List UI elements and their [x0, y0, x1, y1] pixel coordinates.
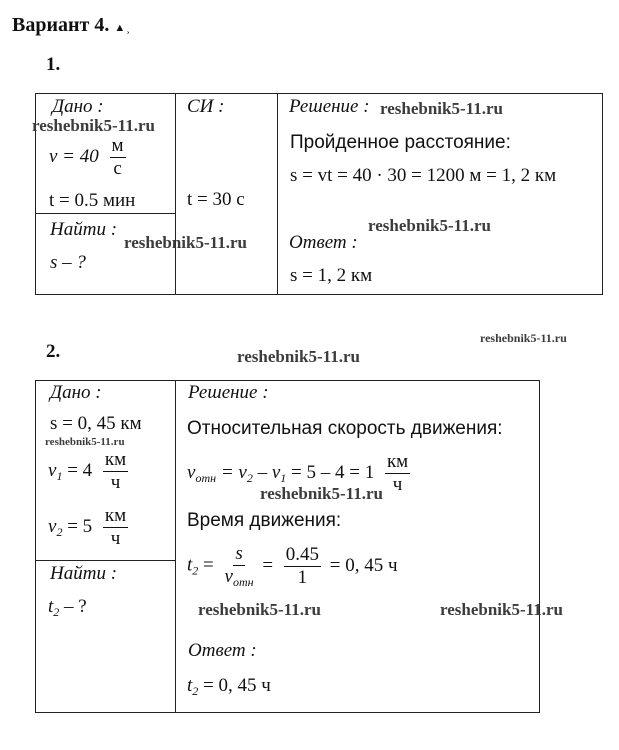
v1-sub: 1 [56, 468, 63, 483]
problem1-solution-label: Решение : [289, 96, 370, 117]
page-title [12, 14, 128, 37]
answer-sub: 2 [192, 684, 199, 698]
den-var: v [224, 565, 233, 587]
problem1-number: 1. [46, 54, 61, 75]
fraction-denominator [225, 566, 254, 589]
t2-fraction-2 [284, 545, 321, 588]
problem2-v1 [48, 450, 128, 493]
fraction-numerator: s [235, 543, 243, 564]
problem1-velocity-unit [110, 136, 126, 179]
unit-denominator: ч [110, 471, 121, 493]
problem1-find-label: Найти : [50, 219, 118, 240]
watermark: reshebnik5-11.ru [260, 484, 383, 503]
t2-eq: = [198, 554, 214, 576]
v2-var: v [48, 515, 57, 537]
fraction-numerator: 0.45 [285, 543, 320, 565]
vrel-unit [385, 452, 410, 495]
unit-denominator: ч [110, 527, 121, 549]
problem1-answer-label: Ответ : [289, 232, 358, 253]
problem2-answer-value [187, 675, 271, 699]
problem1-solution-text: Пройденное расстояние: [290, 132, 511, 153]
den-sub: отн [232, 574, 254, 589]
v1-unit [103, 450, 128, 493]
vrel-var: v [187, 461, 196, 483]
problem1-si-label: СИ : [187, 96, 225, 117]
t2-sub: 2 [192, 563, 199, 578]
watermark: reshebnik5-11.ru [440, 600, 563, 619]
vrel-minus: – v [252, 461, 281, 483]
vrel-sub: отн [195, 470, 217, 485]
t2-var: t [187, 554, 193, 576]
watermark: reshebnik5-11.ru [380, 99, 503, 118]
problem2-distance-given: s = 0, 45 км [50, 413, 142, 434]
v1-var: v [48, 459, 57, 481]
vrel-sub1: 1 [280, 470, 287, 485]
vrel-rhs: = 5 – 4 = 1 [286, 461, 375, 483]
problem1-divider-given-si [175, 93, 176, 295]
unit-numerator: м [111, 135, 124, 156]
problem1-velocity [49, 136, 126, 179]
t2-eq2: = [262, 554, 274, 576]
problem1-answer-value: s = 1, 2 км [290, 265, 373, 286]
v2-unit [103, 506, 128, 549]
unit-denominator: с [113, 157, 122, 179]
problem1-find-value: s – ? [50, 252, 86, 273]
watermark: reshebnik5-11.ru [237, 347, 360, 366]
title-mark: ▲ ̧ [114, 22, 128, 34]
unit-numerator: км [104, 505, 127, 526]
problem1-velocity-lhs: v = 40 [49, 145, 99, 167]
vrel-eq: = v [216, 461, 247, 483]
v2-rhs: = 5 [67, 515, 93, 537]
problem2-find-label: Найти : [50, 563, 118, 584]
v2-sub: 2 [56, 524, 63, 539]
watermark: reshebnik5-11.ru [32, 116, 155, 135]
problem1-divider-find [35, 213, 176, 214]
watermark: reshebnik5-11.ru [124, 233, 247, 252]
problem1-time-si: t = 30 с [187, 189, 245, 210]
problem1-time-given: t = 0.5 мин [49, 190, 136, 211]
find-sub: 2 [53, 605, 60, 619]
fraction-denominator: 1 [297, 566, 308, 588]
problem2-solution-label: Решение : [188, 382, 269, 403]
title-text: Вариант 4. [12, 14, 110, 36]
problem2-divider-given-solution [175, 380, 176, 713]
problem2-divider-find [35, 560, 176, 561]
v1-rhs: = 4 [67, 459, 93, 481]
problem2-answer-label: Ответ : [188, 640, 257, 661]
unit-numerator: км [104, 449, 127, 470]
answer-var: t [187, 675, 193, 696]
problem2-find-value [48, 596, 87, 620]
watermark: reshebnik5-11.ru [368, 216, 491, 235]
unit-denominator: ч [392, 473, 403, 495]
problem2-v2 [48, 506, 128, 549]
t2-fraction-1 [225, 544, 254, 589]
problem1-divider-si-solution [277, 93, 278, 295]
problem1-formula: s = vt = 40 · 30 = 1200 м = 1, 2 км [290, 165, 557, 186]
watermark: reshebnik5-11.ru [198, 600, 321, 619]
problem1-given-label: Дано : [52, 96, 104, 117]
problem2-relative-text: Относительная скорость движения: [187, 418, 503, 439]
answer-rhs: = 0, 45 ч [198, 675, 271, 696]
find-rhs: – ? [59, 596, 87, 617]
watermark: reshebnik5-11.ru [480, 331, 567, 345]
find-var: t [48, 596, 54, 617]
watermark: reshebnik5-11.ru [45, 436, 125, 448]
problem2-number: 2. [46, 341, 61, 362]
problem2-given-label: Дано : [50, 382, 102, 403]
t2-result: = 0, 45 ч [329, 554, 398, 576]
problem2-time-text: Время движения: [187, 510, 342, 531]
unit-numerator: км [386, 451, 409, 472]
vrel-sub2: 2 [246, 470, 253, 485]
problem2-t2-formula [187, 544, 398, 589]
